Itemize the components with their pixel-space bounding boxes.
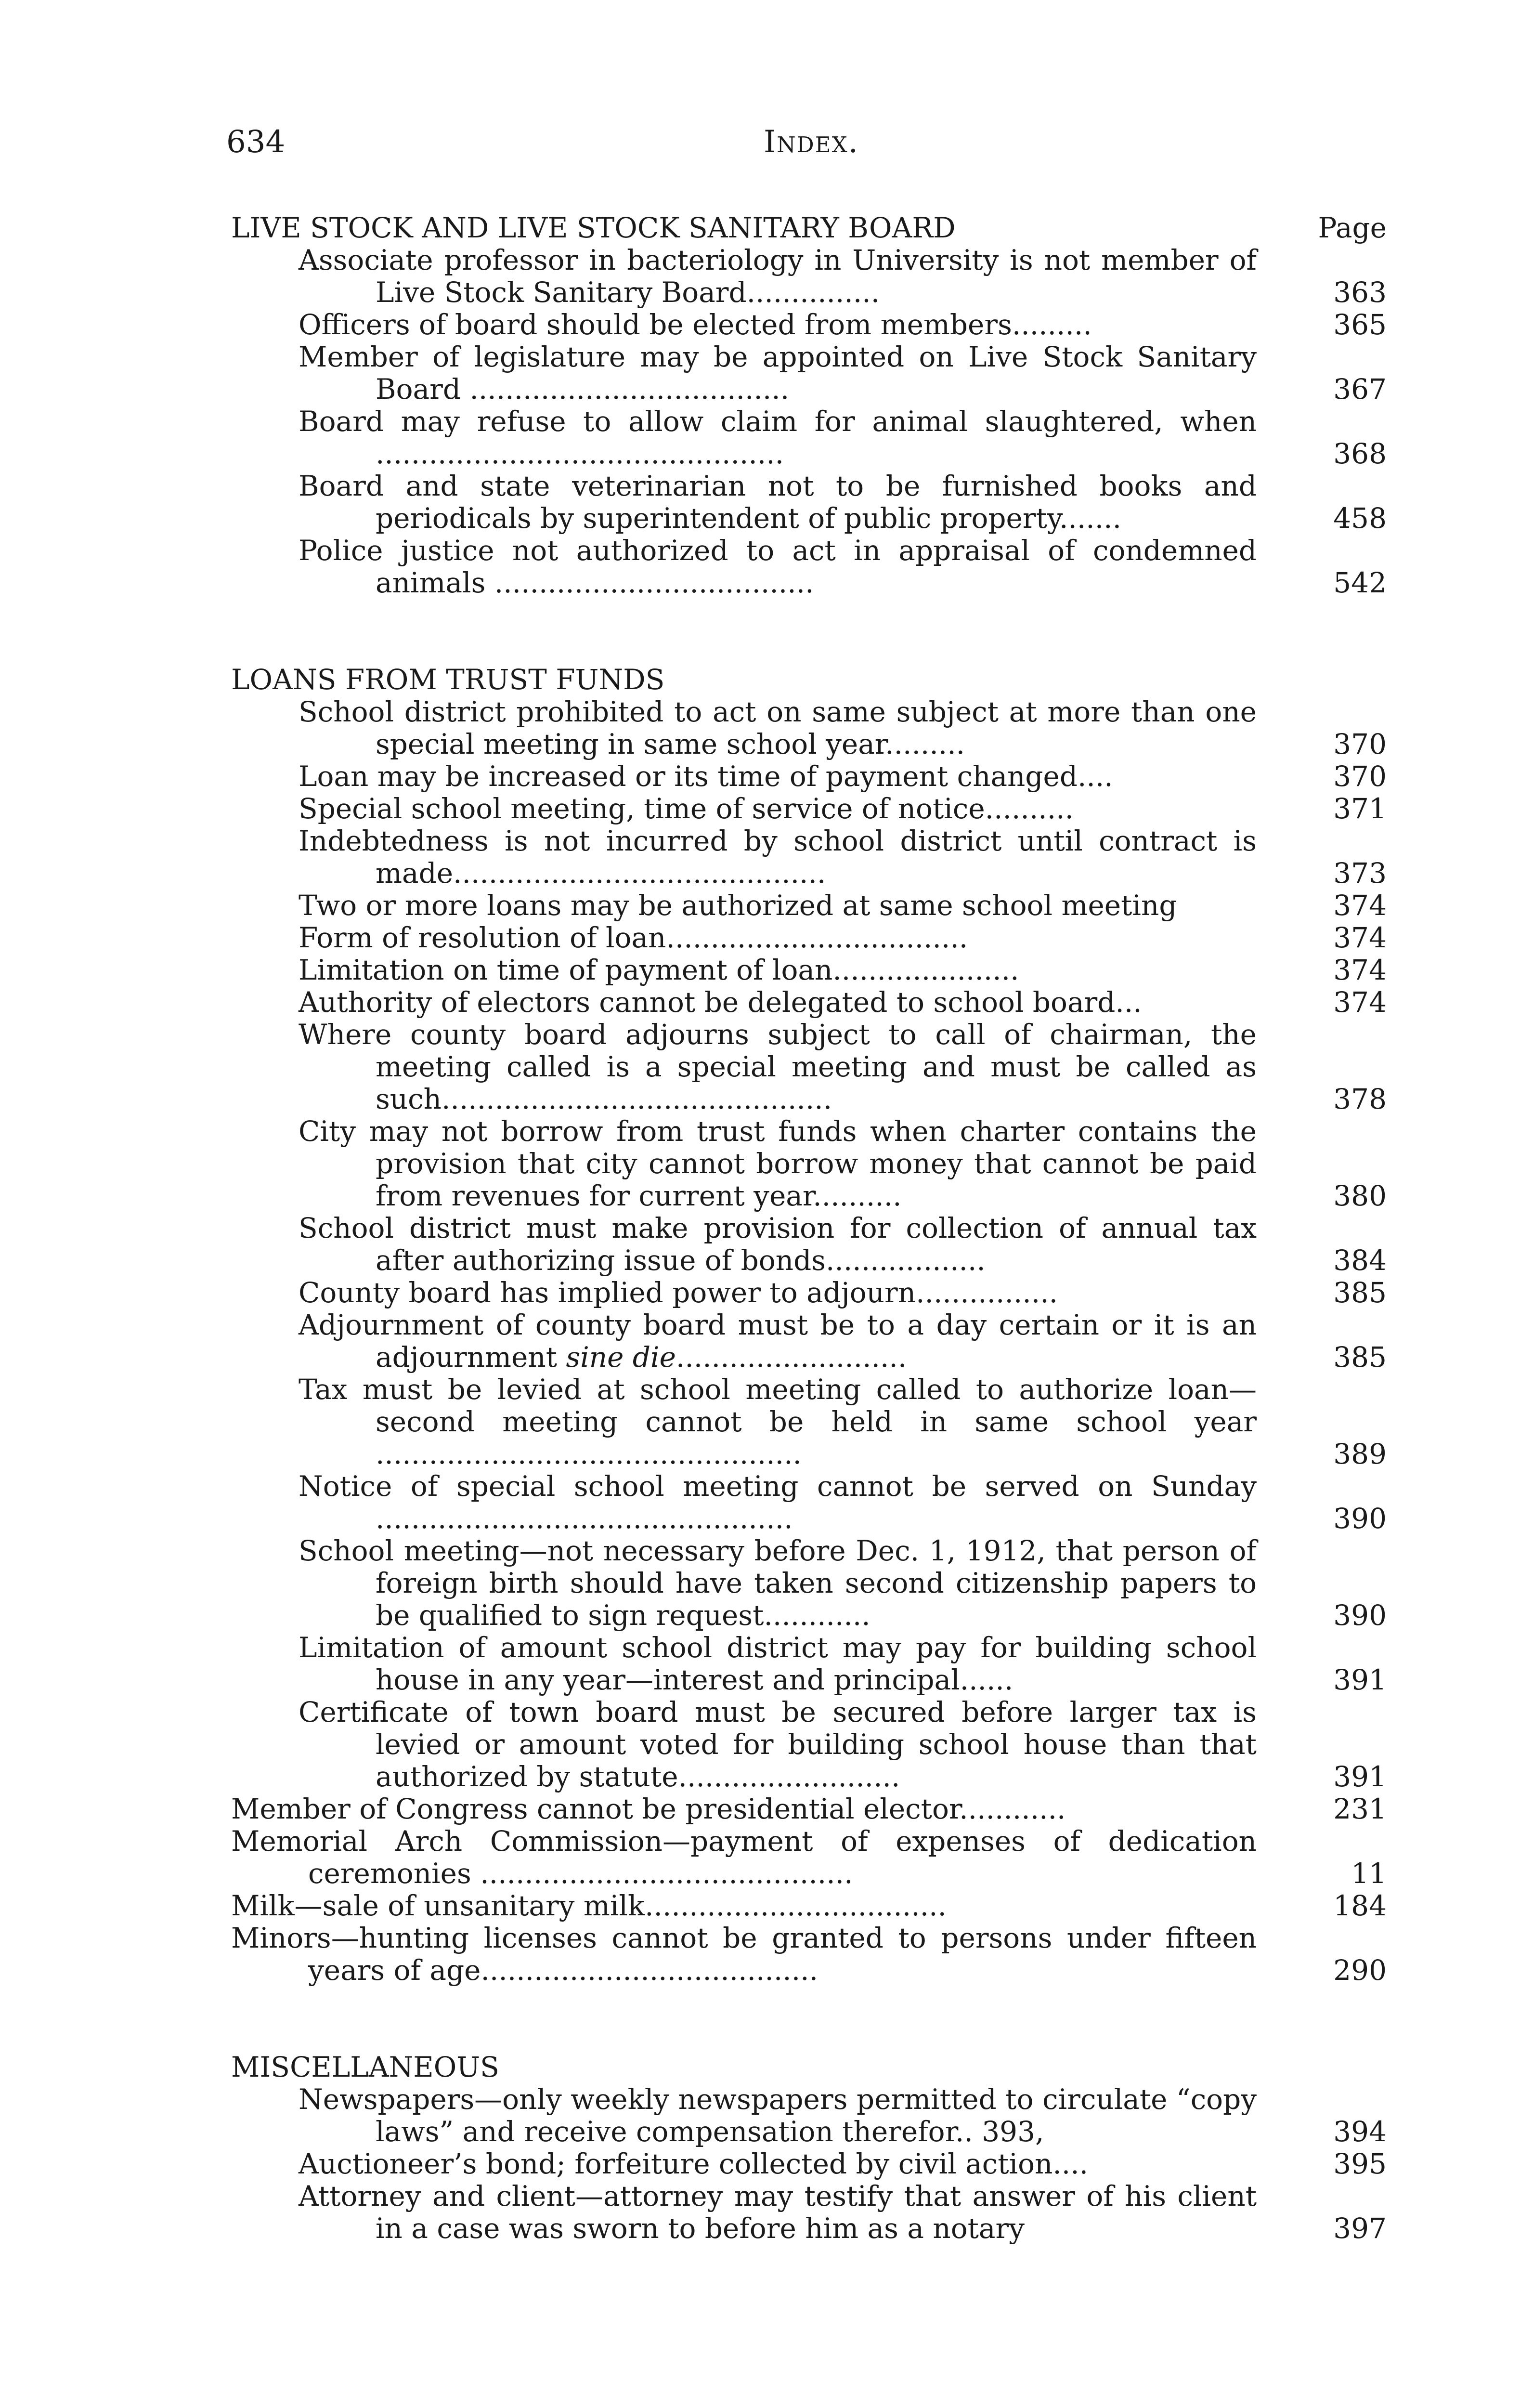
- index-entry: [231, 406, 1387, 470]
- entry-text: Two or more loans may be authorized at same school meeting: [299, 889, 1177, 922]
- entry-page-number: 374: [1333, 889, 1387, 922]
- index-entry: [231, 1825, 1387, 1890]
- entry-text: Police justice not authorized to act in appraisal of condemned animals ....................................: [299, 534, 1257, 599]
- index-section: [231, 2051, 1387, 2245]
- index-entry: [231, 1632, 1387, 1696]
- index-entry: [231, 1535, 1387, 1632]
- index-entry: [231, 986, 1387, 1019]
- entry-page-number: 367: [1333, 373, 1387, 406]
- entry-page-number: 365: [1333, 308, 1387, 341]
- index-entry: [231, 341, 1387, 406]
- entry-page-number: 231: [1333, 1793, 1387, 1825]
- entry-page-number: 394: [1333, 2115, 1387, 2148]
- entry-page-number: 390: [1333, 1599, 1387, 1632]
- index-entry: [231, 2148, 1387, 2180]
- entry-text: Adjournment of county board must be to a day certain or it is an adjournment sine die..........................: [299, 1309, 1257, 1374]
- index-entry: [231, 244, 1387, 309]
- section-heading: [231, 2051, 1387, 2083]
- index-content: [231, 212, 1387, 2245]
- entry-page-number: 184: [1333, 1889, 1387, 1922]
- index-entry: [231, 1890, 1387, 1922]
- page-title: Index.: [764, 124, 859, 160]
- entry-page-number: 290: [1333, 1954, 1387, 1987]
- index-entry: [231, 470, 1387, 535]
- page-column-label: Page: [1318, 211, 1387, 244]
- entry-text: Minors—hunting licenses cannot be granted to persons under fifteen years of age......................................: [231, 1922, 1257, 1987]
- entry-page-number: 11: [1351, 1857, 1387, 1890]
- entry-page-number: 370: [1333, 760, 1387, 793]
- entry-page-number: 391: [1333, 1760, 1387, 1793]
- entry-page-number: 458: [1333, 502, 1387, 535]
- entry-text: Loan may be increased or its time of payment changed....: [299, 760, 1113, 793]
- entry-text: Board may refuse to allow claim for animal slaughtered, when ..............................................: [299, 405, 1257, 470]
- section-heading-text: LIVE STOCK AND LIVE STOCK SANITARY BOARD: [231, 211, 956, 244]
- entry-text: School meeting—not necessary before Dec. 1, 1912, that person of foreign birth should have taken second citizenship papers to be qualified to sign request............: [299, 1534, 1257, 1632]
- entry-page-number: 378: [1333, 1083, 1387, 1115]
- index-section: [231, 212, 1387, 599]
- entry-text: Newspapers—only weekly newspapers permitted to circulate “copy laws” and receive compensation therefor.. 393,: [299, 2083, 1257, 2148]
- entry-page-number: 385: [1333, 1276, 1387, 1309]
- entry-text: Notice of special school meeting cannot be served on Sunday ...............................................: [299, 1470, 1257, 1535]
- entry-text: Attorney and client—attorney may testify that answer of his client in a case was sworn to before him as a notary: [299, 2180, 1257, 2245]
- index-entry: [231, 1277, 1387, 1309]
- entry-page-number: 385: [1333, 1341, 1387, 1374]
- entry-text: City may not borrow from trust funds when charter contains the provision that city cannot borrow money that cannot be paid from revenues for current year..........: [299, 1115, 1257, 1212]
- entry-page-number: 374: [1333, 954, 1387, 986]
- entry-page-number: 380: [1333, 1179, 1387, 1212]
- index-entry: [231, 825, 1387, 890]
- entry-page-number: 395: [1333, 2147, 1387, 2180]
- index-entry: [231, 2180, 1387, 2245]
- entry-text: School district must make provision for collection of annual tax after authorizing issue of bonds..................: [299, 1212, 1257, 1277]
- entry-italic-text: sine die: [566, 1341, 676, 1374]
- index-entry: [231, 1115, 1387, 1212]
- index-entry: [231, 535, 1387, 599]
- index-entry: [231, 1374, 1387, 1470]
- entry-page-number: 389: [1333, 1438, 1387, 1470]
- entry-text: Limitation of amount school district may pay for building school house in any year—interest and principal......: [299, 1631, 1257, 1696]
- index-entry: [231, 1019, 1387, 1115]
- entry-text: Milk—sale of unsanitary milk..................................: [231, 1889, 947, 1922]
- entry-page-number: 391: [1333, 1663, 1387, 1696]
- section-heading-text: LOANS FROM TRUST FUNDS: [231, 663, 665, 696]
- index-entry: [231, 696, 1387, 760]
- page-header: [226, 124, 1396, 168]
- entry-page-number: 390: [1333, 1502, 1387, 1535]
- page-number: 634: [226, 124, 286, 160]
- entry-page-number: 373: [1333, 857, 1387, 890]
- index-section: [231, 664, 1387, 1987]
- entry-text: Member of legislature may be appointed on Live Stock Sanitary Board ....................................: [299, 340, 1257, 406]
- index-entry: [231, 1696, 1387, 1793]
- index-entry: [231, 1793, 1387, 1825]
- entry-text: Form of resolution of loan..................................: [299, 921, 968, 954]
- index-entry: [231, 890, 1387, 922]
- entry-text: Certificate of town board must be secured before larger tax is levied or amount voted for building school house than that authorized by statute.........................: [299, 1696, 1257, 1793]
- index-entry: [231, 1470, 1387, 1535]
- entry-page-number: 397: [1333, 2212, 1387, 2245]
- section-heading: [231, 212, 1387, 244]
- entry-text: Associate professor in bacteriology in University is not member of Live Stock Sanitary Board...............: [299, 244, 1257, 309]
- index-entry: [231, 1922, 1387, 1987]
- section-heading: [231, 664, 1387, 696]
- entry-text: Member of Congress cannot be presidential elector............: [231, 1793, 1066, 1825]
- index-entry: [231, 1309, 1387, 1374]
- entry-text: Indebtedness is not incurred by school district until contract is made..........................................: [299, 824, 1257, 890]
- entry-page-number: 370: [1333, 728, 1387, 760]
- entry-text: Officers of board should be elected from members.........: [299, 308, 1092, 341]
- entry-text: Where county board adjourns subject to call of chairman, the meeting called is a special meeting and must be called as such............................................: [299, 1018, 1257, 1115]
- index-entry: [231, 2083, 1387, 2148]
- index-entry: [231, 954, 1387, 986]
- section-heading-text: MISCELLANEOUS: [231, 2051, 499, 2083]
- entry-text: School district prohibited to act on same subject at more than one special meeting in same school year.........: [299, 695, 1257, 760]
- index-entry: [231, 793, 1387, 825]
- entry-page-number: 371: [1333, 792, 1387, 825]
- entry-page-number: 374: [1333, 921, 1387, 954]
- index-entry: [231, 1212, 1387, 1277]
- entry-page-number: 384: [1333, 1244, 1387, 1277]
- index-entry: [231, 309, 1387, 341]
- entry-page-number: 368: [1333, 437, 1387, 470]
- entry-text: Board and state veterinarian not to be furnished books and periodicals by superintendent of public property.......: [299, 470, 1257, 535]
- entry-text: Auctioneer’s bond; forfeiture collected by civil action....: [299, 2147, 1089, 2180]
- entry-text: Tax must be levied at school meeting called to authorize loan—second meeting cannot be held in same school year ................................................: [299, 1373, 1257, 1470]
- index-entry: [231, 922, 1387, 954]
- entry-page-number: 542: [1333, 566, 1387, 599]
- entry-page-number: 374: [1333, 986, 1387, 1019]
- entry-page-number: 363: [1333, 276, 1387, 309]
- entry-text: Memorial Arch Commission—payment of expenses of dedication ceremonies ..........................................: [231, 1825, 1257, 1890]
- entry-text: Special school meeting, time of service of notice..........: [299, 792, 1074, 825]
- entry-text: Limitation on time of payment of loan.....................: [299, 954, 1019, 986]
- entry-text: County board has implied power to adjourn................: [299, 1276, 1058, 1309]
- entry-text: Authority of electors cannot be delegated to school board...: [299, 986, 1142, 1019]
- index-entry: [231, 760, 1387, 793]
